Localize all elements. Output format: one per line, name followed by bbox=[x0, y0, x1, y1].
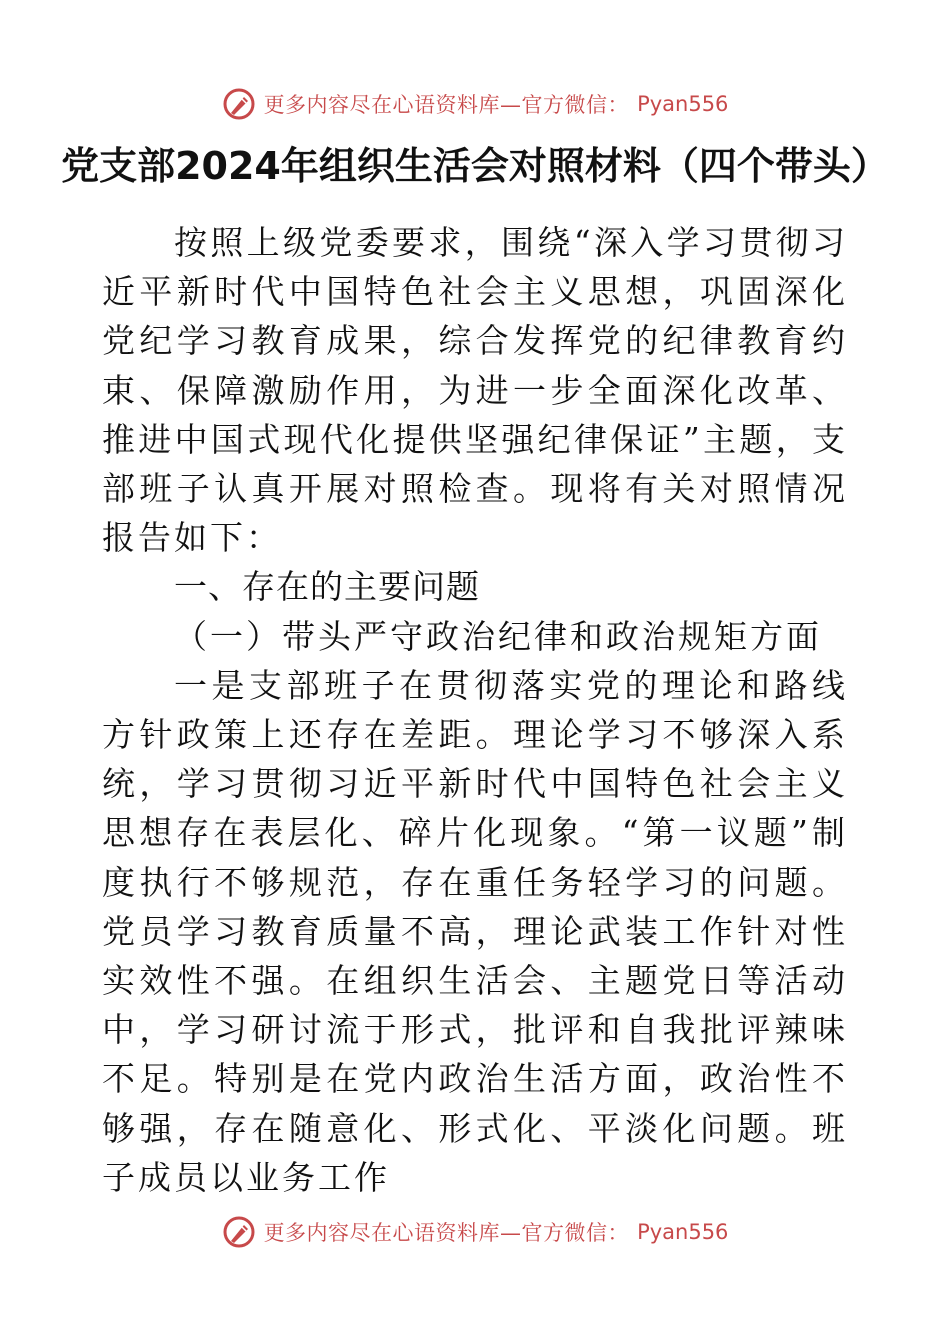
section-heading: 一、存在的主要问题 bbox=[174, 567, 480, 607]
subsection-heading: （一）带头严守政治纪律和政治规矩方面 bbox=[174, 616, 822, 656]
document-body bbox=[102, 218, 848, 1202]
pen-nib-logo-icon bbox=[222, 87, 256, 121]
watermark-wechat-id: Pyan556 bbox=[637, 1220, 729, 1244]
watermark-header bbox=[0, 84, 950, 124]
document-title: 党支部2024年组织生活会对照材料（四个带头） bbox=[61, 144, 889, 188]
intro-paragraph: 按照上级党委要求，围绕“深入学习贯彻习近平新时代中国特色社会主义思想，巩固深化党纪学习教育成果，综合发挥党的纪律教育约束、保障激励作用，为进一步全面深化改革、推进中国式现代化提供坚强纪律保证”主题，支部班子认真开展对照检查。现将有关对照情况报告如下： bbox=[102, 223, 848, 558]
watermark-text: 更多内容尽在心语资料库—官方微信： bbox=[263, 93, 630, 117]
watermark-text: 更多内容尽在心语资料库—官方微信： bbox=[263, 1221, 630, 1245]
watermark-wechat-id: Pyan556 bbox=[637, 92, 729, 116]
watermark-footer bbox=[0, 1212, 950, 1252]
pen-nib-logo-icon bbox=[222, 1215, 256, 1249]
body-paragraph: 一是支部班子在贯彻落实党的理论和路线方针政策上还存在差距。理论学习不够深入系统，学习贯彻习近平新时代中国特色社会主义思想存在表层化、碎片化现象。“第一议题”制度执行不够规范，存在重任务轻学习的问题。党员学习教育质量不高，理论武装工作针对性实效性不强。在组织生活会、主题党日等活动中，学习研讨流于形式，批评和自我批评辣味不足。特别是在党内政治生活方面，政治性不够强，存在随意化、形式化、平淡化问题。班子成员以业务工作 bbox=[102, 665, 848, 1197]
